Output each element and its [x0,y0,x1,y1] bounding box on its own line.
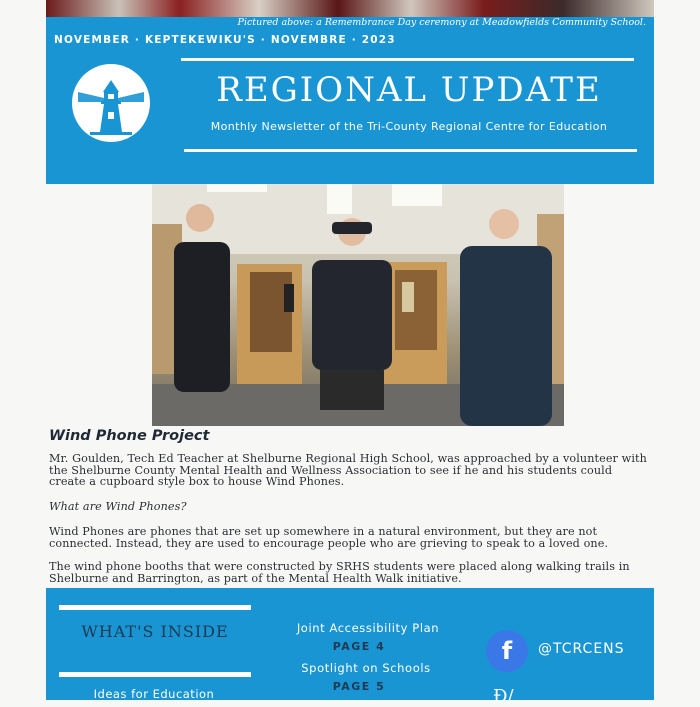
partial-social-glyph: Đ/ [493,686,514,707]
facebook-icon[interactable] [486,630,528,672]
inside-rule-bottom [59,672,251,677]
toc-item-spotlight[interactable]: Spotlight on Schools [301,661,431,675]
workshop-illustration [152,184,564,426]
whats-inside-title: WHAT'S INSIDE [81,622,229,641]
newsletter-header [46,30,654,184]
toc-item-ideas[interactable]: Ideas for Education [93,687,215,701]
inside-rule-top [59,605,251,610]
article-question: What are Wind Phones? [49,500,187,513]
toc-page-number: PAGE 4 [332,640,386,653]
newsletter-subtitle: Monthly Newsletter of the Tri-County Regional Centre for Education [210,120,608,133]
caption-strip [46,17,654,30]
newsletter-footer [46,588,654,707]
dateline: NOVEMBER · KEPTEKEWIKU'S · NOVEMBRE · 2023 [54,34,396,46]
toc-page-number: PAGE 5 [332,680,386,693]
article-title: Wind Phone Project [49,428,210,444]
newsletter-title: REGIONAL UPDATE [216,70,602,110]
social-handle[interactable]: @TCRCENS [538,641,625,657]
article-paragraph: The wind phone booths that were constructed by SRHS students were placed along walking trails in Shelburne and Barrington, as part of the Mental Health Walk initiative. [49,560,630,585]
toc-item-accessibility[interactable]: Joint Accessibility Plan [296,621,440,635]
photo-caption: Pictured above: a Remembrance Day ceremony at Meadowfields Community School. [237,17,646,28]
header-rule-top [181,58,634,61]
lighthouse-icon [70,62,152,144]
top-photo [46,0,654,17]
article-paragraph: Wind Phones are phones that are set up somewhere in a natural environment, but they are not connected. Instead, they are used to encourage people who are grieving to speak to a loved one. [49,525,609,550]
whats-inside-box [56,605,252,675]
header-rule-bottom [184,149,637,152]
facebook-glyph: f [501,637,513,665]
wind-phone-photo [152,184,564,426]
article-paragraph: Mr. Goulden, Tech Ed Teacher at Shelburne Regional High School, was approached by a volunteer with the Shelburne County Mental Health and Wellness Association to see if he and his students could create a cupboard style box to house Wind Phones. [49,452,647,488]
